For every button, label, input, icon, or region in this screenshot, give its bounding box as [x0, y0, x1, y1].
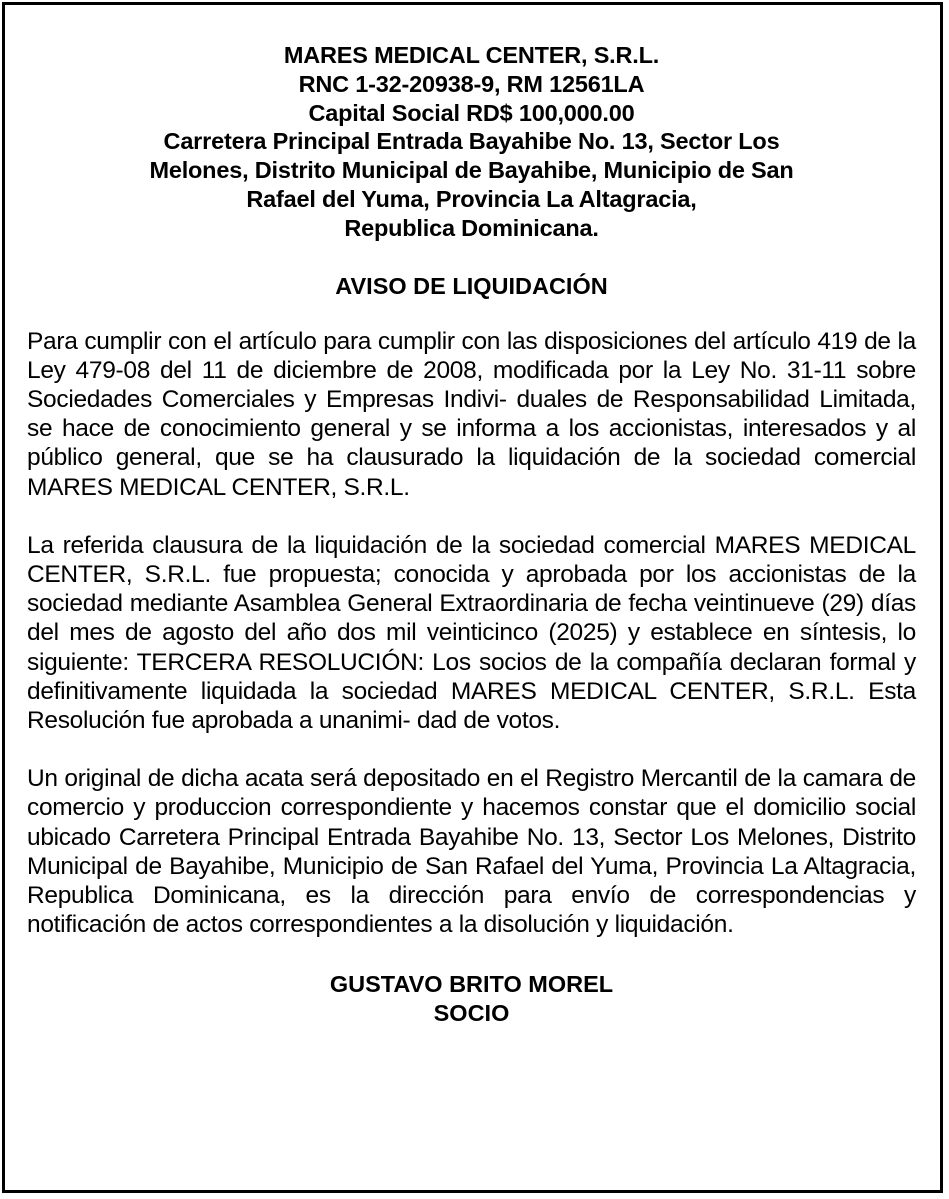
signatory-role: SOCIO [433, 999, 510, 1026]
company-capital: Capital Social RD$ 100,000.00 [308, 99, 635, 126]
company-header [27, 41, 916, 243]
notice-title: AVISO DE LIQUIDACIÓN [335, 272, 608, 299]
company-address-line-1: Carretera Principal Entrada Bayahibe No. 13, Sector Los [163, 128, 780, 155]
paragraph-domicile: Un original de dicha acata será depositado en el Registro Mercantil de la camara de comercio y produccion correspondiente y hacemos constar que el domicilio social ubicado Carretera Principal Entrada Bayahibe No. 13, Sector Los Melones, Distrito Municipal de Bayahibe, Municipio de San Rafael del Yuma, Provincia La Altagracia, Republica Dominicana, es la dirección para envío de correspondencias y notificación de actos correspondientes a la disolución y liquidación. [27, 765, 916, 939]
notice-content [27, 41, 916, 1027]
paragraph-announcement: Para cumplir con el artículo para cumplir con las disposiciones del artículo 419 de la Ley 479-08 del 11 de diciembre de 2008, modificada por la Ley No. 31-11 sobre Sociedades Comerciales y Empresas Indivi- duales de Responsabilidad Limitada, se hace de conocimiento general y se informa a los accionistas, interesados y al público general, que se ha clausurado la liquidación de la sociedad comercial MARES MEDICAL CENTER, S.R.L. [27, 327, 916, 501]
company-address-line-4: Republica Dominicana. [344, 214, 599, 241]
paragraph-resolution: La referida clausura de la liquidación de la sociedad comercial MARES MEDICAL CENTER, S.R.L. fue propuesta; conocida y aprobada por los accionistas de la sociedad mediante Asamblea General Extraordinaria de fecha veintinueve (29) días del mes de agosto del año dos mil veinticinco (2025) y establece en síntesis, lo siguiente: TERCERA RESOLUCIÓN: Los socios de la compañía declaran formal y definitivamente liquidada la sociedad MARES MEDICAL CENTER, S.R.L. Esta Resolución fue aprobada a unanimi- dad de votos. [27, 531, 916, 735]
signatory-name: GUSTAVO BRITO MOREL [329, 971, 614, 998]
notice-border [2, 2, 943, 1193]
company-name: MARES MEDICAL CENTER, S.R.L. [283, 42, 660, 68]
company-rnc: RNC 1-32-20938-9, RM 12561LA [298, 70, 645, 97]
company-address-line-2: Melones, Distrito Municipal de Bayahibe, Municipio de San [149, 157, 794, 184]
company-address-line-3: Rafael del Yuma, Provincia La Altagracia, [246, 185, 697, 212]
signature-block [27, 970, 916, 1027]
